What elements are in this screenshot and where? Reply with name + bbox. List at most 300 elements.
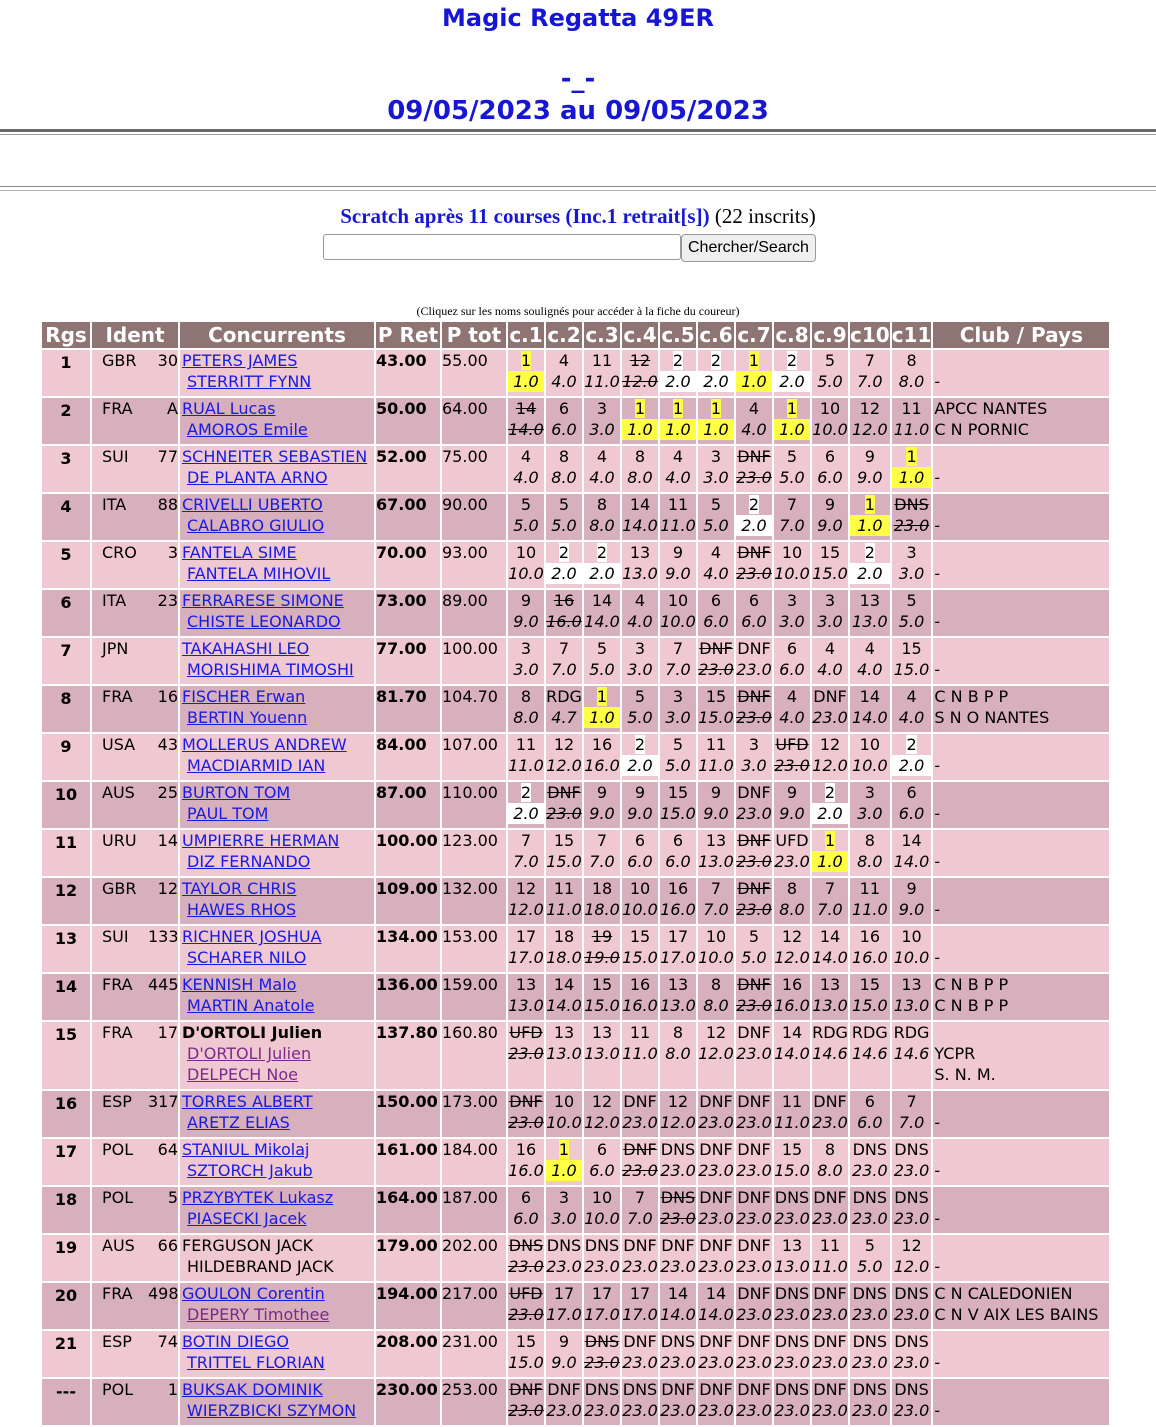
sailor-link[interactable]: UMPIERRE HERMAN (182, 831, 340, 850)
sailor-link[interactable]: PETERS JAMES (182, 351, 298, 370)
race-result-cell (736, 686, 772, 732)
event-dates: 09/05/2023 au 09/05/2023 (387, 96, 769, 126)
sailor-link[interactable]: KENNISH Malo (182, 975, 297, 994)
club-name: - (934, 900, 941, 919)
sailor-link[interactable]: FISCHER Erwan (182, 687, 306, 706)
race-result-cell (508, 1283, 544, 1329)
sailor-link[interactable]: STANIUL Mikolaj (182, 1140, 310, 1159)
race-points: 14.0 (584, 612, 620, 631)
race-place: 1 (906, 447, 917, 466)
race-points: 19.0 (584, 948, 620, 967)
race-points: 4.0 (741, 420, 767, 439)
race-place: DNF (813, 687, 847, 706)
rank-cell: 5 (42, 542, 90, 588)
sailor-link[interactable]: SCHARER NILO (187, 948, 307, 967)
race-points: 10.0 (812, 420, 848, 439)
race-result-cell (892, 1379, 932, 1425)
competitors-cell (180, 926, 374, 972)
sail-number: 14 (157, 831, 178, 850)
race-place: 4 (558, 351, 570, 370)
table-row (42, 542, 1109, 588)
points-net: 150.00 (376, 1091, 440, 1137)
sail-number: 133 (148, 927, 179, 946)
race-place: DNF (623, 1140, 657, 1159)
race-place: 5 (864, 1236, 875, 1255)
race-result-cell (698, 926, 734, 972)
race-result-cell (892, 878, 932, 924)
race-points: 23.0 (812, 1209, 848, 1228)
race-place: 13 (901, 975, 922, 994)
sailor-link[interactable]: MACDIARMID IAN (187, 756, 326, 775)
race-points: 23.0 (736, 1401, 772, 1420)
race-result-cell (736, 926, 772, 972)
race-points: 11.0 (622, 1044, 658, 1063)
race-result-cell (892, 974, 932, 1020)
sailor-link[interactable]: MARTIN Anatole (187, 996, 315, 1015)
race-result-cell (698, 494, 734, 540)
race-points: 23.0 (774, 1401, 810, 1420)
sailor-link[interactable]: RUAL Lucas (182, 399, 276, 418)
sailor-link[interactable]: ARETZ ELIAS (187, 1113, 290, 1132)
club-name: - (934, 660, 941, 679)
race-points: 23.0 (698, 1113, 734, 1132)
race-result-cell (812, 1187, 848, 1233)
race-place: DNF (699, 1092, 733, 1111)
race-place: 13 (819, 975, 841, 994)
race-points: 12.0 (584, 1113, 620, 1132)
race-result-cell (850, 1187, 890, 1233)
points-net: 87.00 (376, 782, 440, 828)
race-place: 14 (901, 831, 922, 850)
sailor-link[interactable]: BURTON TOM (182, 783, 291, 802)
race-place: DNF (699, 1140, 733, 1159)
sailor-link[interactable]: TAYLOR CHRIS (182, 879, 297, 898)
race-place: 10 (515, 543, 537, 562)
scratch-label[interactable]: Scratch après 11 courses (Inc.1 retrait[s]) (340, 204, 710, 228)
race-result-cell (892, 1235, 932, 1281)
sailor-link[interactable]: CRIVELLI UBERTO (182, 495, 323, 514)
race-points: 15.0 (584, 996, 620, 1015)
sailor-link[interactable]: STERRITT FYNN (187, 372, 312, 391)
sailor-link[interactable]: PRZYBYTEK Lukasz (182, 1188, 334, 1207)
race-place: 10 (629, 879, 651, 898)
race-place: 7 (864, 351, 875, 370)
race-points: 23.0 (774, 1353, 810, 1372)
club-name: - (934, 1257, 941, 1276)
nation-code: ESP (102, 1332, 132, 1351)
race-place: DNF (699, 1188, 733, 1207)
race-points: 7.0 (703, 900, 729, 919)
race-points: 10.0 (508, 564, 544, 583)
competitors-cell (180, 350, 374, 396)
race-points: 17.0 (584, 1305, 620, 1324)
race-points: 23.0 (852, 1305, 888, 1324)
race-result-cell (584, 542, 620, 588)
race-place: DNF (661, 1380, 695, 1399)
race-points: 2.0 (584, 563, 620, 584)
sailor-link[interactable]: HAWES RHOS (187, 900, 297, 919)
sailor-link[interactable]: BUKSAK DOMINIK (182, 1380, 323, 1399)
race-points: 4.7 (551, 708, 577, 727)
nation-code: ITA (102, 591, 127, 610)
competitors-cell (180, 1235, 374, 1281)
race-result-cell (622, 1235, 658, 1281)
race-points: 14.0 (546, 996, 582, 1015)
race-points: 15.0 (622, 948, 658, 967)
race-result-cell (736, 494, 772, 540)
race-place: 2 (906, 735, 917, 754)
points-net: 50.00 (376, 398, 440, 444)
race-result-cell (698, 1283, 734, 1329)
sailor-link[interactable]: PAUL TOM (187, 804, 269, 823)
race-points: 23.0 (660, 1161, 696, 1180)
race-place: 3 (672, 687, 684, 706)
table-row (42, 494, 1109, 540)
club-name: - (934, 1401, 941, 1420)
race-result-cell (508, 782, 544, 828)
ident-cell (92, 398, 178, 444)
race-place: 15 (705, 687, 727, 706)
search-input[interactable] (323, 234, 681, 260)
race-place: DNS (852, 1380, 888, 1399)
race-place: DNF (661, 1236, 695, 1255)
race-place: DNF (737, 1188, 771, 1207)
race-place: 6 (864, 1092, 875, 1111)
race-place: 17 (629, 1284, 651, 1303)
sailor-link[interactable]: DEPERY Timothee (187, 1305, 330, 1324)
race-place: 5 (786, 447, 798, 466)
race-place: DNS (852, 1140, 888, 1159)
race-result-cell (508, 1379, 544, 1425)
column-header: c.5 (661, 323, 695, 347)
race-result-cell (850, 878, 890, 924)
club-name: - (934, 1209, 941, 1228)
race-result-cell (812, 1139, 848, 1185)
race-points: 23.0 (622, 1161, 658, 1180)
race-place: 4 (520, 447, 532, 466)
race-place: 15 (667, 783, 689, 802)
race-result-cell (584, 878, 620, 924)
race-points: 11.0 (812, 1257, 848, 1276)
competitors-cell (180, 1187, 374, 1233)
race-result-cell (546, 1235, 582, 1281)
table-row (42, 1139, 1109, 1185)
race-points: 14.6 (893, 1044, 930, 1063)
race-result-cell (584, 446, 620, 492)
ident-cell (92, 1091, 178, 1137)
table-row (42, 1331, 1109, 1377)
rank-cell: 10 (42, 782, 90, 828)
race-place: 7 (824, 879, 836, 898)
nation-code: SUI (102, 447, 129, 466)
race-points: 23.0 (698, 1401, 734, 1420)
sailor-link[interactable]: MORISHIMA TIMOSHI (187, 660, 354, 679)
race-result-cell (622, 782, 658, 828)
race-place: DNS (852, 1284, 888, 1303)
race-points: 8.0 (589, 516, 615, 535)
race-points: 23.0 (508, 1305, 544, 1324)
race-place: 7 (596, 831, 608, 850)
race-points: 15.0 (893, 660, 930, 679)
competitors-cell (180, 734, 374, 780)
points-total: 173.00 (442, 1091, 506, 1137)
race-place: 15 (515, 1332, 537, 1351)
rank-cell: 9 (42, 734, 90, 780)
sailor-link[interactable]: PIASECKI Jacek (187, 1209, 307, 1228)
sailor-link[interactable]: FERRARESE SIMONE (182, 591, 344, 610)
club-name: S. N. M. (934, 1065, 996, 1084)
race-place: 3 (634, 639, 646, 658)
race-result-cell (546, 926, 582, 972)
search-button[interactable]: Chercher/Search (681, 234, 816, 262)
race-result-cell (508, 830, 544, 876)
race-place: DNF (737, 1284, 771, 1303)
race-result-cell (622, 1283, 658, 1329)
race-points: 6.0 (513, 1209, 539, 1228)
race-place: 13 (515, 975, 537, 994)
race-points: 14.0 (812, 948, 848, 967)
race-place: 1 (634, 399, 646, 418)
ident-cell (92, 1331, 178, 1377)
race-result-cell (508, 446, 544, 492)
sail-number: 16 (157, 687, 178, 706)
race-points: 5.0 (551, 516, 577, 535)
ident-cell (92, 1283, 178, 1329)
sailor-link[interactable]: SZTORCH Jakub (187, 1161, 313, 1180)
ident-cell (92, 1187, 178, 1233)
race-points: 23.0 (812, 1353, 848, 1372)
race-result-cell (584, 734, 620, 780)
race-place: DNS (894, 1332, 929, 1351)
race-result-cell (812, 446, 848, 492)
race-points: 13.0 (660, 996, 696, 1015)
ident-cell (92, 878, 178, 924)
race-points: 13.0 (546, 1044, 582, 1063)
race-points: 3.0 (741, 756, 767, 775)
sailor-link[interactable]: BERTIN Youenn (187, 708, 308, 727)
race-points: 1.0 (850, 515, 890, 536)
race-result-cell (660, 1139, 696, 1185)
sailor-link[interactable]: CALABRO GIULIO (187, 516, 325, 535)
sailor-link[interactable]: CHISTE LEONARDO (187, 612, 341, 631)
race-points: 13.0 (774, 1257, 810, 1276)
race-points: 23.0 (698, 1353, 734, 1372)
race-result-cell (622, 734, 658, 780)
sailor-link[interactable]: MOLLERUS ANDREW (182, 735, 347, 754)
race-points: 11.0 (698, 756, 734, 775)
race-points: 7.0 (551, 660, 577, 679)
race-points: 13.0 (584, 1044, 620, 1063)
race-place: 10 (859, 735, 881, 754)
nation-code: POL (102, 1188, 134, 1207)
race-points: 2.0 (892, 755, 932, 776)
race-result-cell (622, 494, 658, 540)
ident-cell (92, 1235, 178, 1281)
club-cell (933, 1091, 1109, 1137)
sailor-link[interactable]: DE PLANTA ARNO (187, 468, 328, 487)
sailor-link[interactable]: SCHNEITER SEBASTIEN (182, 447, 368, 466)
race-result-cell (812, 1235, 848, 1281)
race-place: 11 (629, 1023, 651, 1042)
race-place: 6 (748, 591, 760, 610)
race-result-cell (660, 590, 696, 636)
race-result-cell (508, 1331, 544, 1377)
race-place: UFD (775, 735, 809, 754)
race-place: 1 (864, 495, 875, 514)
sailor-link[interactable]: AMOROS Emile (187, 420, 308, 439)
points-net: 179.00 (376, 1235, 440, 1281)
race-points: 23.0 (812, 708, 848, 727)
race-points: 23.0 (852, 1353, 888, 1372)
column-header: c.4 (623, 323, 657, 347)
club-cell (933, 350, 1109, 396)
race-place: 17 (553, 1284, 575, 1303)
race-points: 10.0 (622, 900, 658, 919)
race-result-cell (660, 974, 696, 1020)
race-place: 10 (781, 543, 803, 562)
race-place: 1 (672, 399, 684, 418)
race-points: 7.0 (665, 660, 691, 679)
race-place: DNS (774, 1284, 810, 1303)
club-name: C N B P P (934, 687, 1009, 706)
race-points: 23.0 (736, 1353, 772, 1372)
race-result-cell (508, 350, 544, 396)
sailor-link[interactable]: RICHNER JOSHUA (182, 927, 322, 946)
race-place: 8 (906, 351, 917, 370)
race-place: DNF (737, 687, 771, 706)
race-result-cell (698, 350, 734, 396)
race-points: 23.0 (660, 1257, 696, 1276)
race-points: 1.0 (508, 371, 544, 392)
race-place: 16 (781, 975, 803, 994)
race-points: 4.0 (857, 660, 883, 679)
nation-code: CRO (102, 543, 137, 562)
sailor-link[interactable]: DIZ FERNANDO (187, 852, 311, 871)
sailor-link[interactable]: TORRES ALBERT (182, 1092, 313, 1111)
race-result-cell (622, 638, 658, 684)
race-points: 5.0 (627, 708, 653, 727)
competitors-cell (180, 590, 374, 636)
race-result-cell (774, 494, 810, 540)
sailor-link[interactable]: FANTELA MIHOVIL (187, 564, 331, 583)
column-header: Concurrents (180, 322, 374, 348)
sailor-link[interactable]: D'ORTOLI Julien (187, 1044, 312, 1063)
sailor-link[interactable]: DELPECH Noe (187, 1065, 298, 1084)
race-result-cell (660, 494, 696, 540)
race-points: 23.0 (852, 1209, 888, 1228)
club-cell (933, 1235, 1109, 1281)
column-header: c.9 (813, 323, 847, 347)
table-row (42, 782, 1109, 828)
race-points: 2.0 (660, 371, 696, 392)
race-points: 7.0 (898, 1113, 925, 1132)
race-result-cell (736, 1283, 772, 1329)
race-place: 3 (596, 399, 608, 418)
race-points: 7.0 (589, 852, 615, 871)
race-place: DNF (509, 1092, 543, 1111)
sailor-link[interactable]: FANTELA SIME (182, 543, 297, 562)
race-place: RDG (893, 1023, 930, 1042)
ident-cell (92, 974, 178, 1020)
race-points: 8.0 (857, 852, 883, 871)
sailor-link[interactable]: GOULON Corentin (182, 1284, 325, 1303)
race-place: 13 (859, 591, 881, 610)
race-points: 14.0 (893, 852, 930, 871)
club-cell (933, 494, 1109, 540)
race-points: 12.0 (774, 948, 810, 967)
ident-cell (92, 1379, 178, 1425)
race-place: 7 (710, 879, 722, 898)
race-points: 16.0 (508, 1161, 544, 1180)
club-name: - (934, 372, 941, 391)
race-points: 2.0 (850, 563, 890, 584)
table-row (42, 878, 1109, 924)
race-place: 8 (520, 687, 532, 706)
race-place: 16 (553, 591, 575, 610)
sailor-link[interactable]: WIERZBICKI SZYMON (187, 1401, 357, 1420)
race-place: 5 (596, 639, 608, 658)
race-points: 11.0 (660, 516, 696, 535)
race-place: 11 (667, 495, 689, 514)
race-result-cell (892, 398, 932, 444)
table-row (42, 1091, 1109, 1137)
race-points: 12.0 (812, 756, 848, 775)
sailor-name: FERGUSON JACK (182, 1236, 314, 1255)
sailor-link[interactable]: TRITTEL FLORIAN (187, 1353, 325, 1372)
race-place: 1 (558, 1140, 570, 1159)
sailor-link[interactable]: BOTIN DIEGO (182, 1332, 289, 1351)
race-points: 16.0 (584, 756, 620, 775)
helm-name: D'ORTOLI Julien (182, 1023, 323, 1042)
race-result-cell (736, 1235, 772, 1281)
sail-number: 77 (157, 447, 178, 466)
race-points: 23.0 (622, 1257, 658, 1276)
rank-cell: 4 (42, 494, 90, 540)
race-place: 2 (824, 783, 836, 802)
race-place: 11 (781, 1092, 803, 1111)
race-result-cell (622, 446, 658, 492)
race-place: DNF (737, 639, 771, 658)
race-place: DNF (623, 1332, 657, 1351)
nation-code: POL (102, 1140, 134, 1159)
race-points: 23.0 (774, 756, 810, 775)
points-net: 164.00 (376, 1187, 440, 1233)
race-result-cell (584, 1091, 620, 1137)
sailor-link[interactable]: TAKAHASHI LEO (182, 639, 310, 658)
race-place: 4 (634, 591, 646, 610)
race-points: 23.0 (852, 1401, 888, 1420)
rank-cell: 8 (42, 686, 90, 732)
club-name: C N B P P (934, 996, 1009, 1015)
race-result-cell (584, 350, 620, 396)
race-place: DNF (699, 639, 733, 658)
race-place: DNF (737, 1380, 771, 1399)
race-result-cell (774, 638, 810, 684)
race-result-cell (546, 1022, 582, 1089)
race-result-cell (812, 1283, 848, 1329)
race-points: 14.6 (812, 1044, 848, 1063)
race-points: 5.0 (741, 948, 767, 967)
ident-cell (92, 926, 178, 972)
sail-number: 498 (148, 1284, 179, 1303)
race-result-cell (736, 1022, 772, 1089)
race-place: 14 (667, 1284, 689, 1303)
race-points: 2.0 (622, 755, 658, 776)
race-place: 13 (553, 1023, 575, 1042)
sail-number: 5 (167, 1188, 178, 1207)
race-place: 8 (634, 447, 646, 466)
race-place: DNS (774, 1332, 810, 1351)
